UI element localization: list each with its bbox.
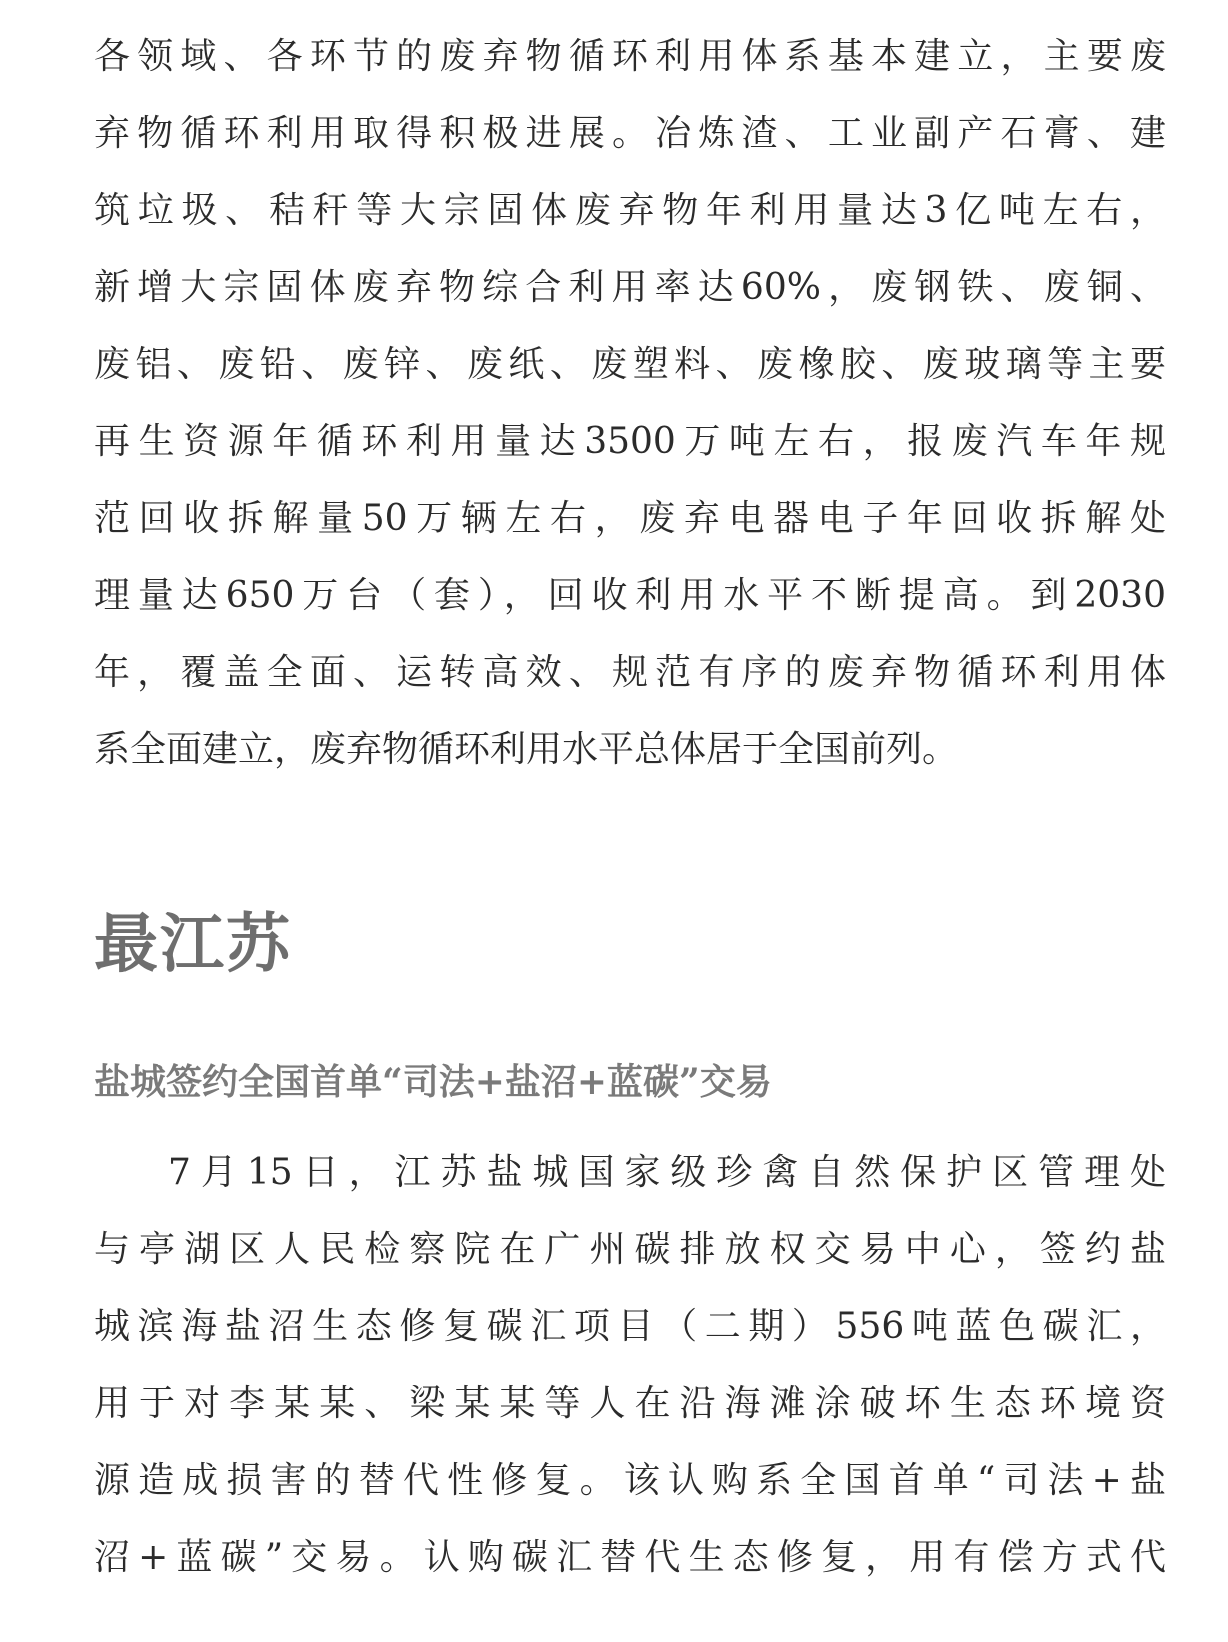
text-line: 年，覆盖全面、运转高效、规范有序的废弃物循环利用体 <box>94 652 1166 693</box>
text-line: 各领域、各环节的废弃物循环利用体系基本建立，主要废 <box>94 36 1166 77</box>
text-line: 系全面建立，废弃物循环利用水平总体居于全国前列。 <box>94 729 959 770</box>
text-line: 弃物循环利用取得积极进展。冶炼渣、工业副产石膏、建 <box>94 113 1166 154</box>
section-heading: 最江苏 <box>94 908 292 982</box>
paragraph-waste-recycling <box>94 18 1166 788</box>
text-line: 沼+蓝碳”交易。认购碳汇替代生态修复，用有偿方式代 <box>94 1537 1166 1578</box>
article-body <box>94 1134 1166 1596</box>
text-line: 城滨海盐沼生态修复碳汇项目（二期）556吨蓝色碳汇， <box>94 1306 1166 1347</box>
text-line: 再生资源年循环利用量达3500万吨左右，报废汽车年规 <box>94 421 1166 462</box>
text-line: 7月15日，江苏盐城国家级珍禽自然保护区管理处 <box>168 1152 1166 1193</box>
article-title: 盐城签约全国首单“司法+盐沼+蓝碳”交易 <box>94 1061 772 1103</box>
text-line: 新增大宗固体废弃物综合利用率达60%，废钢铁、废铜、 <box>94 267 1166 308</box>
text-line: 用于对李某某、梁某某等人在沿海滩涂破坏生态环境资 <box>94 1383 1166 1424</box>
text-line: 范回收拆解量50万辆左右，废弃电器电子年回收拆解处 <box>94 498 1166 539</box>
text-line: 废铝、废铅、废锌、废纸、废塑料、废橡胶、废玻璃等主要 <box>94 344 1166 385</box>
text-line: 源造成损害的替代性修复。该认购系全国首单“司法+盐 <box>94 1460 1166 1501</box>
text-line: 筑垃圾、秸秆等大宗固体废弃物年利用量达3亿吨左右， <box>94 190 1166 231</box>
text-line: 理量达650万台（套），回收利用水平不断提高。到2030 <box>94 575 1166 616</box>
text-line: 与亭湖区人民检察院在广州碳排放权交易中心，签约盐 <box>94 1229 1166 1270</box>
